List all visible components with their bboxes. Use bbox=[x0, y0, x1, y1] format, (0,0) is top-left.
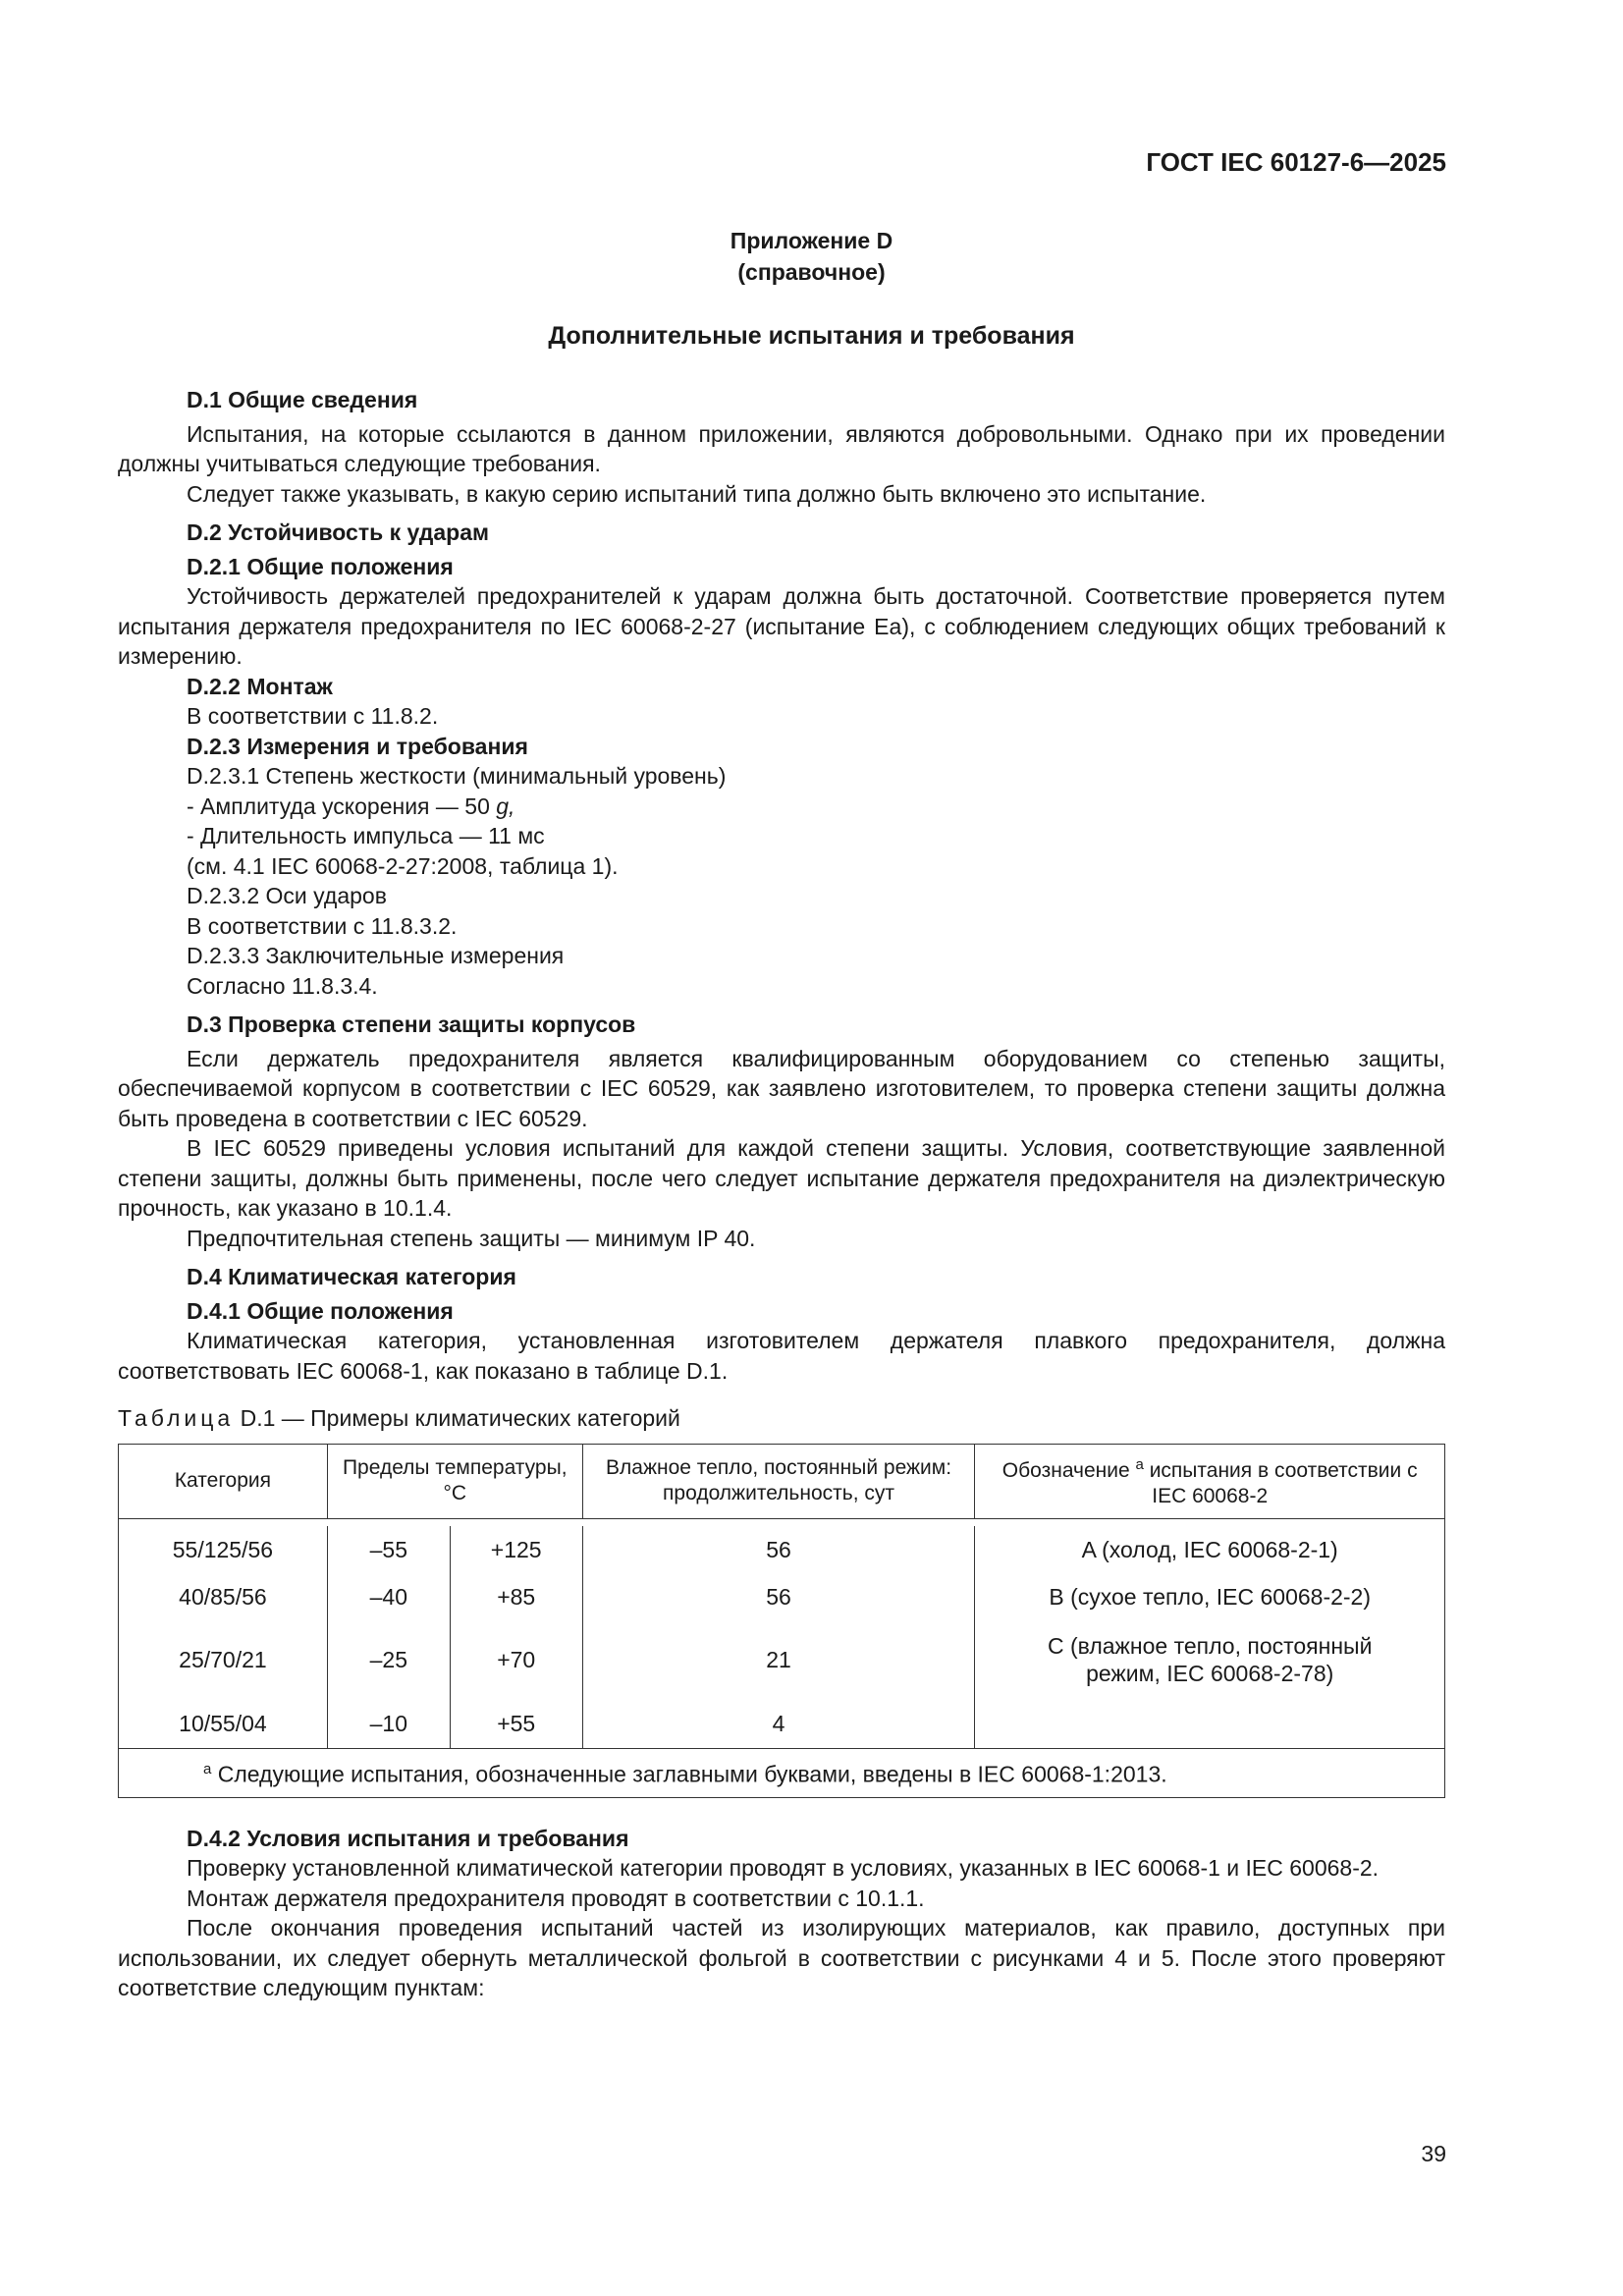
reference: (см. 4.1 IEC 60068-2-27:2008, таблица 1). bbox=[187, 852, 619, 879]
cell-tmin: –40 bbox=[327, 1573, 450, 1620]
paragraph: Испытания, на которые ссылаются в данном приложении, являются добровольными. Однако при их проведении должны учитываться следующие требования. bbox=[118, 420, 1445, 476]
table-row bbox=[119, 1620, 1445, 1699]
column-header-category: Категория bbox=[119, 1444, 328, 1518]
footnote-mark: a bbox=[203, 1761, 212, 1778]
section-d1-d3 bbox=[118, 385, 1445, 2003]
climatic-categories-table bbox=[118, 1444, 1445, 1798]
heading-d21: D.2.1 Общие положения bbox=[187, 553, 454, 579]
heading-d3: D.3 Проверка степени защиты корпусов bbox=[187, 1011, 636, 1037]
paragraph: После окончания проведения испытаний частей из изолирующих материалов, как правило, доступных при использовании, их следует обернуть металлической фольгой в соответствии с рисунками 4 и 5. После этого проверяют соответствие следующим пунктам: bbox=[118, 1915, 1445, 2000]
column-header-temperature: Пределы температуры, °C bbox=[327, 1444, 582, 1518]
cell-test: B (сухое тепло, IEC 60068-2-2) bbox=[975, 1573, 1445, 1620]
cell-category: 10/55/04 bbox=[119, 1699, 328, 1748]
paragraph: Следует также указывать, в какую серию испытаний типа должно быть включено это испытание. bbox=[187, 480, 1207, 507]
cell-tmin: –55 bbox=[327, 1526, 450, 1573]
column-header-damp-heat: Влажное тепло, постоянный режим: продолжительность, сут bbox=[582, 1444, 975, 1518]
table-caption-label: Таблица bbox=[118, 1405, 235, 1431]
cell-days: 56 bbox=[582, 1573, 975, 1620]
annex-status: (справочное) bbox=[737, 259, 886, 285]
unit-g: g, bbox=[496, 793, 515, 819]
list-item-text: - Амплитуда ускорения — 50 bbox=[187, 793, 497, 819]
table-caption-text: D.1 — Примеры климатических категорий bbox=[234, 1405, 680, 1431]
paragraph: Монтаж держателя предохранителя проводят в соответствии с 10.1.1. bbox=[187, 1885, 925, 1911]
cell-test bbox=[975, 1699, 1445, 1748]
cell-days: 56 bbox=[582, 1526, 975, 1573]
heading-d1: D.1 Общие сведения bbox=[187, 387, 418, 412]
paragraph: Устойчивость держателей предохранителей к ударам должна быть достаточной. Соответствие проверяется путем испытания держателя предохранителя по IEC 60068-2-27 (испытание Ea), с соблюдением следующих общих требований к измерению. bbox=[118, 583, 1445, 669]
paragraph: Согласно 11.8.3.4. bbox=[187, 972, 378, 999]
paragraph: Предпочтительная степень защиты — минимум IP 40. bbox=[187, 1225, 756, 1251]
cell-category: 25/70/21 bbox=[119, 1620, 328, 1699]
list-item bbox=[118, 792, 1445, 822]
subclause-d231: D.2.3.1 Степень жесткости (минимальный уровень) bbox=[187, 763, 727, 789]
heading-d22: D.2.2 Монтаж bbox=[187, 673, 333, 699]
annex-title: Приложение D bbox=[730, 228, 893, 253]
heading-d42: D.4.2 Условия испытания и требования bbox=[187, 1825, 629, 1851]
cell-tmax: +85 bbox=[450, 1573, 582, 1620]
table-row bbox=[119, 1526, 1445, 1573]
subclause-d232: D.2.3.2 Оси ударов bbox=[187, 883, 387, 908]
paragraph: Проверку установленной климатической категории проводят в условиях, указанных в IEC 60068-1 и IEC 60068-2. bbox=[187, 1855, 1380, 1881]
paragraph: В соответствии с 11.8.3.2. bbox=[187, 912, 458, 939]
header-text: испытания в соответствии с IEC 60068-2 bbox=[1149, 1459, 1418, 1507]
cell-test: A (холод, IEC 60068-2-1) bbox=[975, 1526, 1445, 1573]
footnote-text: Следующие испытания, обозначенные заглавными буквами, введены в IEC 60068-1:2013. bbox=[211, 1762, 1167, 1788]
cell-tmin: –10 bbox=[327, 1699, 450, 1748]
page-number: 39 bbox=[1421, 2141, 1446, 2166]
paragraph: Если держатель предохранителя является квалифицированным оборудованием со степенью защиты, обеспечиваемой корпусом в соответствии с IEC 60529, как заявлено изготовителем, то проверка степени защиты должна быть проведена в соответствии с IEC 60529. bbox=[118, 1045, 1445, 1131]
paragraph: В IEC 60529 приведены условия испытаний для каждой степени защиты. Условия, соответствующие заявленной степени защиты, должны быть применены, после чего следует испытание держателя предохранителя на диэлектрическую прочность, как указано в 10.1.4. bbox=[118, 1135, 1445, 1221]
paragraph: В соответствии с 11.8.2. bbox=[187, 703, 439, 729]
cell-tmax: +70 bbox=[450, 1620, 582, 1699]
cell-category: 55/125/56 bbox=[119, 1526, 328, 1573]
table-footnote-row bbox=[119, 1748, 1445, 1797]
table-row bbox=[119, 1573, 1445, 1620]
heading-d41: D.4.1 Общие положения bbox=[187, 1297, 454, 1324]
heading-d2: D.2 Устойчивость к ударам bbox=[187, 519, 490, 545]
subclause-d233: D.2.3.3 Заключительные измерения bbox=[187, 943, 565, 968]
cell-tmin: –25 bbox=[327, 1620, 450, 1699]
header-text: Обозначение bbox=[1001, 1459, 1130, 1482]
heading-d4: D.4 Климатическая категория bbox=[187, 1264, 516, 1289]
document-header-id: ГОСТ IEC 60127-6—2025 bbox=[1146, 147, 1446, 177]
table-caption bbox=[118, 1403, 1445, 1434]
cell-days: 4 bbox=[582, 1699, 975, 1748]
heading-d23: D.2.3 Измерения и требования bbox=[187, 733, 528, 759]
table-footnote bbox=[119, 1748, 1445, 1797]
cell-days: 21 bbox=[582, 1620, 975, 1699]
annex-heading: Дополнительные испытания и требования bbox=[548, 322, 1075, 350]
cell-tmax: +55 bbox=[450, 1699, 582, 1748]
list-item: - Длительность импульса — 11 мс bbox=[187, 823, 545, 848]
footnote-mark: a bbox=[1135, 1456, 1144, 1473]
column-header-test-designation bbox=[975, 1444, 1445, 1518]
cell-category: 40/85/56 bbox=[119, 1573, 328, 1620]
table-row bbox=[119, 1699, 1445, 1748]
paragraph: Климатическая категория, установленная изготовителем держателя плавкого предохранителя, должна соответствовать IEC 60068-1, как показано в таблице D.1. bbox=[118, 1328, 1445, 1384]
cell-tmax: +125 bbox=[450, 1526, 582, 1573]
cell-test: C (влажное тепло, постоянный режим, IEC 60068-2-78) bbox=[975, 1620, 1445, 1699]
